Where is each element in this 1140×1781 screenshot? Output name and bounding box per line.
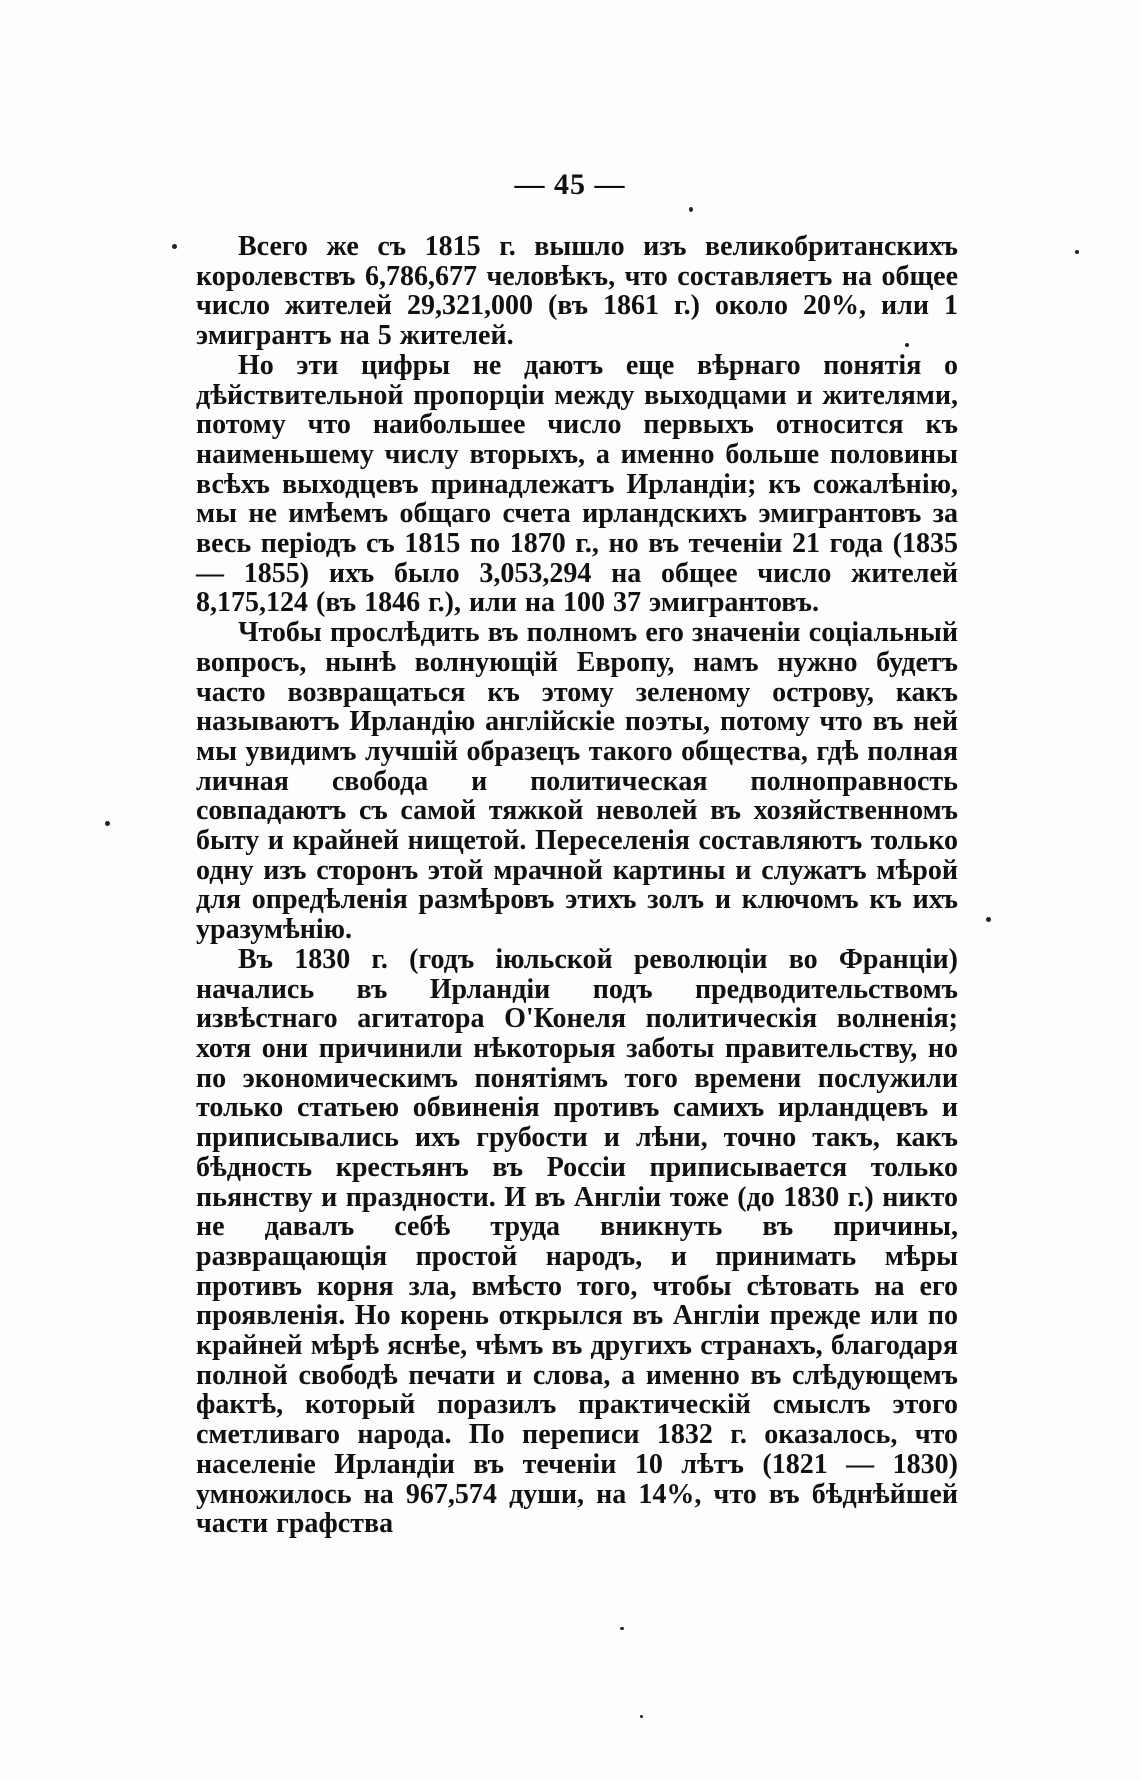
scan-speck [1075, 250, 1079, 254]
scan-speck [172, 244, 177, 249]
scan-speck [986, 917, 991, 922]
scan-speck [105, 821, 110, 826]
scan-speck [640, 1715, 643, 1718]
body-text [196, 232, 958, 1539]
paragraph-1: Всего же съ 1815 г. вышло изъ великобританскихъ королевствъ 6,786,677 человѣкъ, что составляетъ на общее число жителей 29,321,000 (въ 1861 г.) около 20%, или 1 эмигрантъ на 5 жителей. [196, 231, 958, 352]
paragraph-2: Но эти цифры не даютъ еще вѣрнаго понятія о дѣйствительной пропорціи между выходцами и жителями, потому что наибольшее число первыхъ относится къ наименьшему числу вторыхъ, а именно больше половины всѣхъ выходцевъ принадлежатъ Ирландіи; къ сожалѣнію, мы не имѣемъ общаго счета ирландскихъ эмигрантовъ за весь періодъ съ 1815 по 1870 г., но въ теченіи 21 года (1835 — 1855) ихъ было 3,053,294 на общее число жителей 8,175,124 (въ 1846 г.), или на 100 37 эмигрантовъ. [196, 349, 958, 619]
scan-speck [620, 1627, 624, 1630]
scan-speck [905, 343, 909, 347]
paragraph-3: Чтобы прослѣдить въ полномъ его значеніи соціальный вопросъ, нынѣ волнующій Европу, намъ нужно будетъ часто возвращаться къ этому зеленому острову, какъ называютъ Ирландію англійскіе поэты, потому что въ ней мы увидимъ лучшій образецъ такого общества, гдѣ полная личная свобода и политическая полноправность совпадаютъ съ самой тяжкой неволей въ хозяйственномъ быту и крайней нищетой. Переселенія составляютъ только одну изъ сторонъ этой мрачной картины и служатъ мѣрой для опредѣленія размѣровъ этихъ золъ и ключомъ къ ихъ уразумѣнію. [196, 617, 958, 946]
scan-speck [689, 207, 693, 212]
paragraph-4: Въ 1830 г. (годъ іюльской революціи во Франціи) начались въ Ирландіи подъ предводительствомъ извѣстнаго агитатора О'Конеля политическія волненія; хотя они причинили нѣкоторыя заботы правительству, но по экономическимъ понятіямъ того времени послужили только статьею обвиненія противъ самихъ ирландцевъ и приписывались ихъ грубости и лѣни, точно такъ, какъ бѣдность крестьянъ въ Россіи приписывается только пьянству и праздности. И въ Англіи тоже (до 1830 г.) никто не давалъ себѣ труда вникнуть въ причины, развращающія простой народъ, и принимать мѣры противъ корня зла, вмѣсто того, чтобы сѣтовать на его проявленія. Но корень открылся въ Англіи прежде или по крайней мѣрѣ яснѣе, чѣмъ въ другихъ странахъ, благодаря полной свободѣ печати и слова, а именно въ слѣдующемъ фактѣ, который поразилъ практическій смыслъ этого сметливаго народа. По переписи 1832 г. оказалось, что населеніе Ирландіи въ теченіи 10 лѣтъ (1821 — 1830) умножилось на 967,574 души, на 14%, что въ бѣднѣйшей части графства [196, 943, 958, 1540]
page-number: — 45 — [514, 168, 626, 201]
